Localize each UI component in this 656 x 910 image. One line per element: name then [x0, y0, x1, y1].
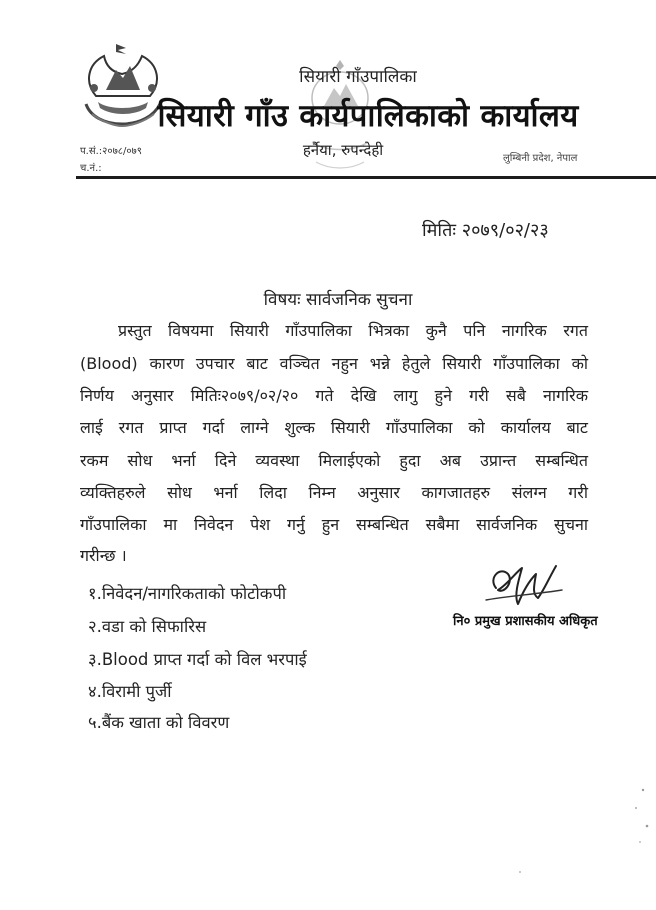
- body-line: व्यक्तिहरुले सोध भर्ना लिदा निम्न अनुसार कागजातहरु संलग्न गरी: [80, 483, 588, 502]
- body-line: गरीन्छ ।: [80, 546, 127, 565]
- body-line: प्रस्तुत विषयमा सियारी गाँउपालिका भित्रका कुनै पनि नागरिक रगत: [118, 321, 588, 340]
- list-item: १.निवेदन/नागरिकताको फोटोकपी: [88, 584, 287, 603]
- list-item: ३.Blood प्राप्त गर्दा को विल भरपाई: [88, 650, 307, 669]
- list-item: ४.विरामी पुर्जी: [88, 682, 172, 701]
- office-name: सियारी गाँउ कार्यपालिकाको कार्यालय: [157, 98, 579, 134]
- notice-date: मितिः २०७९/०२/२३: [422, 220, 549, 241]
- dispatch-number: च.नं.:: [80, 163, 102, 174]
- body-line: निर्णय अनुसार मितिः२०७९/०२/२० गते देखि लागु हुने गरी सबै नागरिक: [80, 386, 588, 405]
- signature-icon: [478, 560, 568, 610]
- seal-heading: सियारी गाँउपालिका: [299, 67, 417, 87]
- signatory-title: नि० प्रमुख प्रशासकीय अधिकृत: [453, 614, 598, 629]
- body-line: गाँउपालिका मा निवेदन पेश गर्नु हुन सम्बन्धित सबैमा सार्वजनिक सुचना: [80, 515, 588, 534]
- body-line: रकम सोध भर्ना दिने व्यवस्था मिलाईएको हुदा अब उप्रान्त सम्बन्धित: [80, 451, 588, 470]
- body-line: (Blood) कारण उपचार बाट वञ्चित नहुन भन्ने हेतुले सियारी गाँउपालिका को: [80, 354, 588, 373]
- list-item: २.वडा को सिफारिस: [88, 617, 207, 636]
- letterhead-divider: [76, 176, 656, 179]
- notice-subject: विषयः सार्वजनिक सुचना: [263, 290, 413, 310]
- office-address: हर्नैया, रुपन्देही: [302, 141, 384, 159]
- body-line: लाई रगत प्राप्त गर्दा लाग्ने शुल्क सियारी गाँउपालिका को कार्यालय बाट: [80, 418, 588, 437]
- list-item: ५.बैंक खाता को विवरण: [88, 713, 230, 732]
- province-label: लुम्बिनी प्रदेश, नेपाल: [503, 153, 578, 164]
- reference-number: प.सं.:२०७८/०७९: [80, 146, 142, 157]
